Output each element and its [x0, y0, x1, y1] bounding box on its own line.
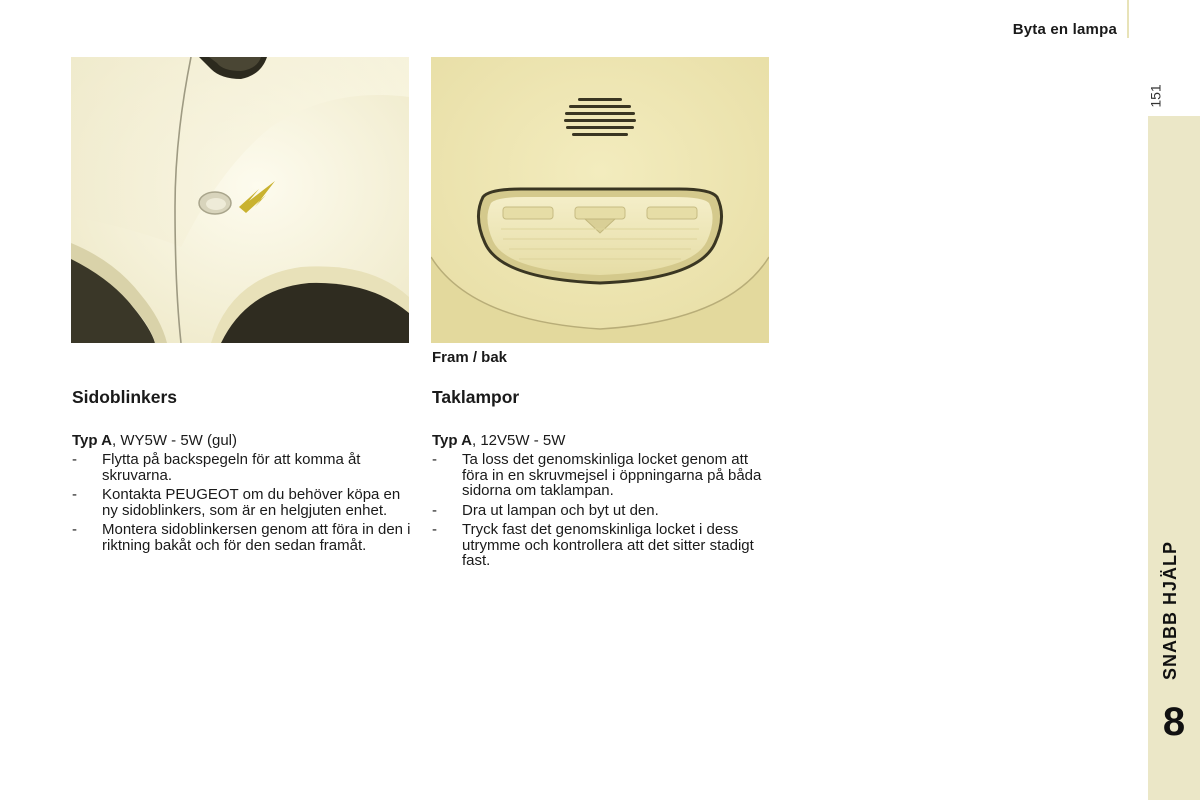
chapter-side-tab	[1148, 116, 1200, 800]
chapter-number: 8	[1162, 700, 1186, 744]
side-indicator-photo	[71, 57, 409, 343]
list-item: - Tryck fast det genomskinliga locket i dess utrymme och kontrollera att det sitter stadigt fast.	[432, 521, 754, 569]
page-number: 151	[1148, 84, 1165, 108]
section-title: Sidoblinkers	[72, 387, 178, 407]
bulb-type-line: Typ A, WY5W - 5W (gul)	[72, 432, 238, 449]
list-item: - Flytta på backspegeln för att komma åt skruvarna.	[72, 451, 361, 484]
section-ceiling-lamps	[432, 386, 772, 573]
ceiling-lamp-photo	[431, 57, 769, 343]
list-item: - Ta loss det genomskinliga locket genom att föra in en skruvmejsel i öppningarna på båda sidorna om taklampan.	[432, 451, 762, 499]
chapter-tab-label: SNABB HJÄLP	[1159, 540, 1180, 681]
header-divider	[1127, 0, 1129, 38]
section-title: Taklampor	[432, 387, 520, 407]
section-side-indicators	[72, 386, 412, 557]
list-item: - Kontakta PEUGEOT om du behöver köpa en ny sidoblinkers, som är en helgjuten enhet.	[72, 486, 401, 519]
step-list	[432, 452, 772, 569]
photo-caption: Fram / bak	[432, 349, 508, 366]
list-item: - Dra ut lampan och byt ut den.	[432, 501, 659, 519]
step-list	[72, 452, 412, 553]
bulb-type-line: Typ A, 12V5W - 5W	[432, 432, 566, 449]
list-item: - Montera sidoblinkersen genom att föra in den i riktning bakåt och för den sedan framåt.	[72, 521, 411, 554]
page-header-title: Byta en lampa	[1012, 21, 1117, 38]
